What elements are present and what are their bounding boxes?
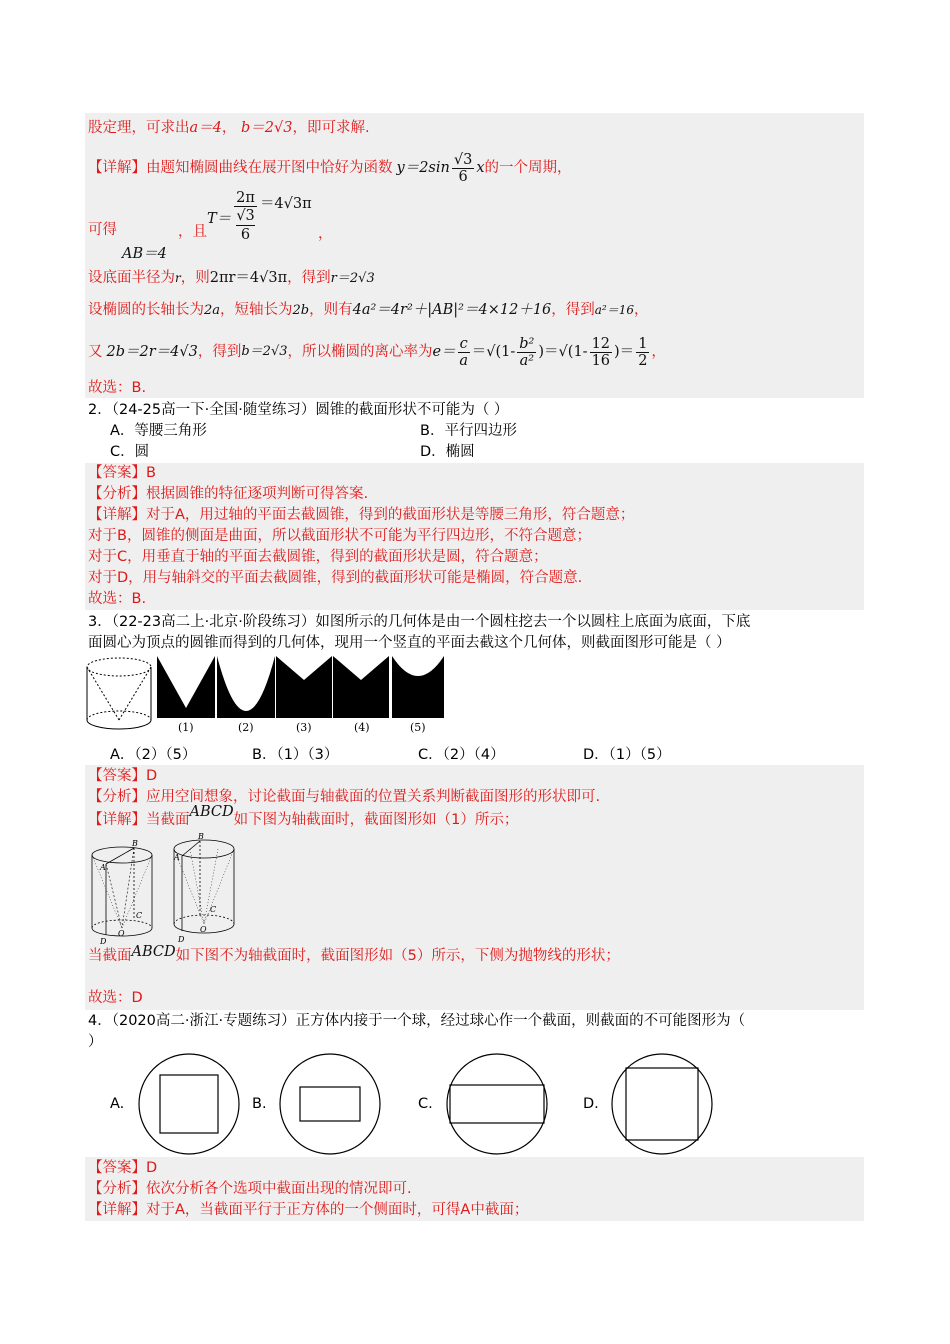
q4-answer: 【答案】D bbox=[88, 1160, 158, 1176]
q2-analysis: 【分析】根据圆锥的特征逐项判断可得答案. bbox=[88, 486, 369, 502]
q3-figure-label-3: (3) bbox=[296, 721, 312, 734]
q3-option-d: D．（1）（5） bbox=[583, 747, 671, 763]
q3-figure-label-5: (5) bbox=[410, 721, 426, 734]
q2-detail-3: 对于C，用垂直于轴的平面去截圆锥，得到的截面形状是圆，符合题意； bbox=[88, 549, 548, 565]
q3-diagram2-label-c: C bbox=[210, 905, 217, 914]
q3-choice: 故选：D bbox=[88, 990, 143, 1006]
q1-axis-line: 设椭圆的长轴长为2a，短轴长为2b，则有4a²＝4r²＋|AB|²＝4×12＋16，得到a²＝16， bbox=[88, 302, 649, 318]
q3-diagram1-label-a: A bbox=[100, 863, 106, 872]
q4-option-c-figure bbox=[445, 1054, 549, 1154]
q2-detail-1: 【详解】对于A，用过轴的平面去截圆锥，得到的截面形状是等腰三角形，符合题意； bbox=[88, 507, 635, 523]
q3-option-b: B．（1）（3） bbox=[252, 747, 339, 763]
q2-option-d: D．椭圆 bbox=[420, 444, 475, 460]
q3-section-1 bbox=[157, 656, 215, 718]
q3-stem-2: 面圆心为顶点的圆锥而得到的几何体，现用一个竖直的平面去截这个几何体，则截面图形可能是（ ） bbox=[88, 635, 731, 651]
q3-section-5 bbox=[392, 656, 444, 718]
q1-line1: 股定理，可求出a＝4， b＝2√3，即可求解. bbox=[88, 120, 370, 136]
q1-AB-eq: AB＝4 bbox=[122, 246, 167, 262]
q1-radius-line: 设底面半径为r，则2πr＝4√3π，得到r＝2√3 bbox=[88, 270, 375, 286]
q1-detail-line: 【详解】 由题知椭圆曲线在展开图中恰好为函数 y＝2sin $\frac{√3}{6}$ x 的一个周期， bbox=[88, 151, 572, 185]
q1-kede: 可得 bbox=[88, 222, 117, 238]
q3-diagram1-label-d: D bbox=[100, 937, 107, 946]
q4-option-d-figure bbox=[610, 1054, 714, 1154]
q1-qie: ，且 bbox=[178, 224, 207, 240]
q4-option-b-label: B. bbox=[252, 1096, 267, 1112]
q1-choice: 故选：B. bbox=[88, 380, 147, 396]
q3-diagram2-label-b: B bbox=[198, 832, 204, 841]
q3-nonaxial-section-diagram bbox=[170, 832, 238, 944]
q3-figure-label-4: (4) bbox=[354, 721, 370, 734]
q3-diagram2-label-a: A bbox=[174, 853, 180, 862]
q1-ecc-line: 又 2b＝2r＝4√3 ，得到 b＝2√3 ，所以椭圆的离心率为 e＝ $\frac{c}{a}$ ＝√( 1- $\frac{\text{b²}}{\text{a²}}$ )＝√( 1- $\frac{12}{16}$ )＝ $\frac{1}{2}$ ， bbox=[88, 335, 666, 369]
q3-diagram2-label-d: D bbox=[178, 935, 185, 944]
q3-section-3 bbox=[276, 656, 332, 718]
q2-option-a: A．等腰三角形 bbox=[110, 423, 207, 439]
q3-option-a: A．（2）（5） bbox=[110, 747, 197, 763]
q4-stem-2: ） bbox=[88, 1034, 103, 1050]
q3-section-4 bbox=[333, 656, 389, 718]
q3-figure-label-2: (2) bbox=[238, 721, 254, 734]
q2-option-c: C．圆 bbox=[110, 444, 150, 460]
q2-detail-2: 对于B，圆锥的侧面是曲面，所以截面形状不可能为平行四边形，不符合题意； bbox=[88, 528, 591, 544]
q4-option-d-label: D. bbox=[583, 1096, 599, 1112]
q3-analysis: 【分析】应用空间想象，讨论截面与轴截面的位置关系判断截面图形的形状即可. bbox=[88, 789, 601, 805]
q3-answer: 【答案】D bbox=[88, 768, 158, 784]
q4-analysis: 【分析】依次分析各个选项中截面出现的情况即可. bbox=[88, 1181, 412, 1197]
q4-option-b-figure bbox=[278, 1054, 382, 1154]
q3-stem-1: 3．（22-23高二上·北京·阶段练习）如图所示的几何体是由一个圆柱挖去一个以圆柱上底面为底面，下底 bbox=[88, 614, 751, 630]
q3-solid-figure bbox=[84, 655, 154, 735]
q3-figure-label-1: (1) bbox=[178, 721, 194, 734]
q2-answer: 【答案】B bbox=[88, 465, 156, 481]
q4-option-a-figure bbox=[137, 1054, 241, 1154]
q3-detail-2: 当截面ABCD如下图不为轴截面时，截面图形如（5）所示，下侧为抛物线的形状； bbox=[88, 944, 620, 964]
q1-T-formula: T＝ 2π √3 6 ＝4√3π bbox=[207, 190, 312, 243]
q3-diagram1-label-c: C bbox=[136, 911, 143, 920]
q2-detail-4: 对于D，用与轴斜交的平面去截圆锥，得到的截面形状可能是椭圆，符合题意. bbox=[88, 570, 583, 586]
q2-choice: 故选：B. bbox=[88, 591, 147, 607]
q3-diagram1-label-b: B bbox=[132, 839, 138, 848]
q3-diagram2-label-o: O bbox=[200, 925, 207, 934]
q3-section-2 bbox=[217, 656, 275, 718]
q4-detail: 【详解】对于A，当截面平行于正方体的一个侧面时，可得A中截面； bbox=[88, 1202, 529, 1218]
q1-comma2: ， bbox=[318, 226, 333, 242]
q3-detail-1: 【详解】当截面ABCD如下图为轴截面时，截面图形如（1）所示； bbox=[88, 804, 519, 828]
q4-option-a-label: A. bbox=[110, 1096, 125, 1112]
q4-stem-1: 4．（2020高二·浙江·专题练习）正方体内接于一个球，经过球心作一个截面，则截面的不可能图形为（ bbox=[88, 1013, 746, 1029]
q3-diagram1-label-o: O bbox=[118, 929, 125, 938]
q3-axial-section-diagram bbox=[88, 840, 156, 946]
q2-option-b: B．平行四边形 bbox=[420, 423, 517, 439]
q3-option-c: C．（2）（4） bbox=[418, 747, 505, 763]
q2-stem: 2．（24-25高一下·全国·随堂练习）圆锥的截面形状不可能为（ ） bbox=[88, 402, 509, 418]
q4-option-c-label: C. bbox=[418, 1096, 433, 1112]
